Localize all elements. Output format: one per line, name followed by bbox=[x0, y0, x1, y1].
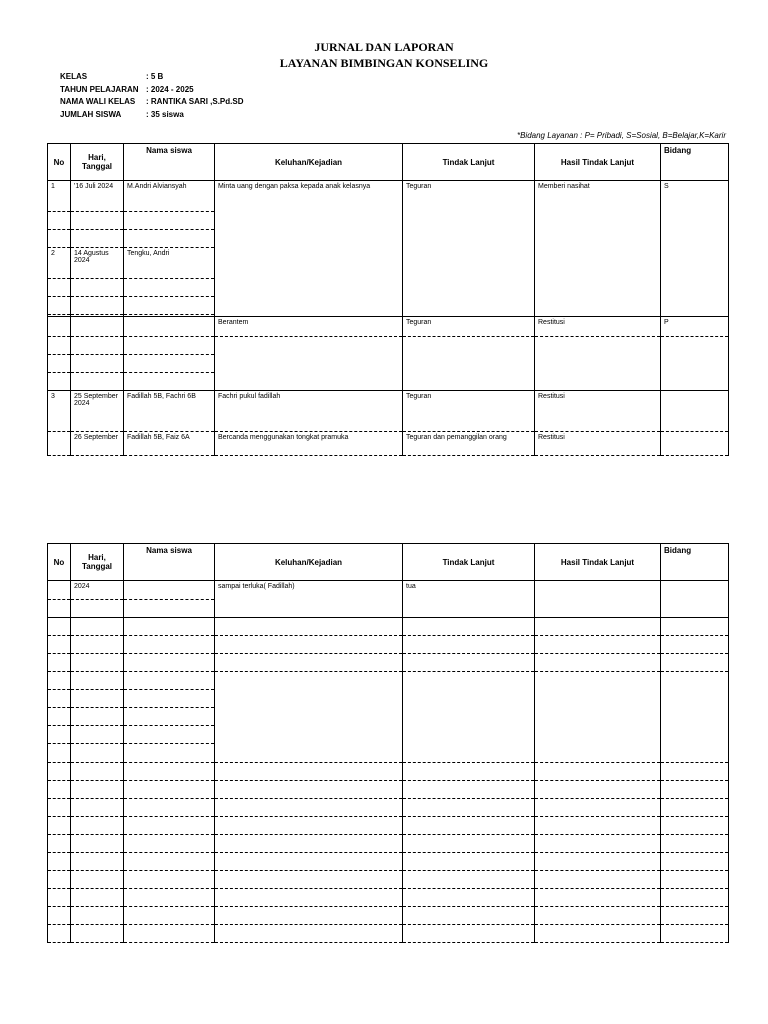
table-row bbox=[48, 871, 729, 889]
info-row-tahun: TAHUN PELAJARAN : 2024 - 2025 bbox=[60, 84, 194, 94]
class-info bbox=[60, 71, 243, 121]
table-header bbox=[48, 544, 729, 581]
journal-table-1 bbox=[47, 143, 729, 456]
page-subtitle: LAYANAN BIMBINGAN KONSELING bbox=[279, 56, 489, 70]
col-keluhan: Keluhan/Kejadian bbox=[215, 144, 403, 181]
table-row bbox=[48, 835, 729, 853]
table-row bbox=[48, 763, 729, 781]
col-tanggal: Hari, Tanggal bbox=[71, 144, 124, 181]
table-row bbox=[48, 853, 729, 871]
table-row: 2 14 Agustus 2024 Tengku, Andri bbox=[48, 248, 729, 279]
col-nama: Nama siswa bbox=[124, 144, 215, 181]
col-bidang: Bidang bbox=[661, 544, 729, 581]
col-bidang: Bidang bbox=[661, 144, 729, 181]
table-row: 26 September Fadillah 5B, Faiz 6A Bercanda menggunakan tongkat pramuka Teguran dan pemanggilan orang Restitusi bbox=[48, 432, 729, 456]
col-hasil: Hasil Tindak Lanjut bbox=[535, 544, 661, 581]
col-tindak: Tindak Lanjut bbox=[403, 144, 535, 181]
table-row bbox=[48, 799, 729, 817]
col-no: No bbox=[48, 544, 71, 581]
table-row bbox=[48, 672, 729, 690]
col-tanggal: Hari, Tanggal bbox=[71, 544, 124, 581]
info-row-jumlah: JUMLAH SISWA : 35 siswa bbox=[60, 109, 184, 119]
info-row-kelas: KELAS : 5 B bbox=[60, 72, 164, 81]
table-row: Berantem Teguran Restitusi P bbox=[48, 317, 729, 337]
col-keluhan: Keluhan/Kejadian bbox=[215, 544, 403, 581]
col-nama: Nama siswa bbox=[124, 544, 215, 581]
table-row bbox=[48, 337, 729, 355]
table-row bbox=[48, 618, 729, 636]
table-row bbox=[48, 925, 729, 943]
table-row: 2024 sampai terluka( Fadillah) tua bbox=[48, 581, 729, 600]
table-row bbox=[48, 654, 729, 672]
table-header bbox=[48, 144, 729, 181]
col-hasil: Hasil Tindak Lanjut bbox=[535, 144, 661, 181]
journal-table-2 bbox=[47, 543, 729, 943]
table-row: 3 25 September 2024 Fadillah 5B, Fachri 6B Fachri pukul fadillah Teguran Restitusi bbox=[48, 391, 729, 432]
col-no: No bbox=[48, 144, 71, 181]
table-row: 1 '16 Juli 2024 M.Andri Alviansyah Minta uang dengan paksa kepada anak kelasnya Teguran Memberi nasihat S bbox=[48, 181, 729, 212]
col-tindak: Tindak Lanjut bbox=[403, 544, 535, 581]
table-row bbox=[48, 636, 729, 654]
table-row bbox=[48, 817, 729, 835]
info-row-wali: NAMA WALI KELAS : RANTIKA SARI ,S.Pd.SD bbox=[60, 97, 244, 106]
table-row bbox=[48, 907, 729, 925]
table-row bbox=[48, 889, 729, 907]
bidang-legend: *Bidang Layanan : P= Pribadi, S=Sosial, B=Belajar,K=Karir bbox=[516, 131, 726, 140]
table-row bbox=[48, 781, 729, 799]
page-title: JURNAL DAN LAPORAN bbox=[314, 40, 454, 54]
